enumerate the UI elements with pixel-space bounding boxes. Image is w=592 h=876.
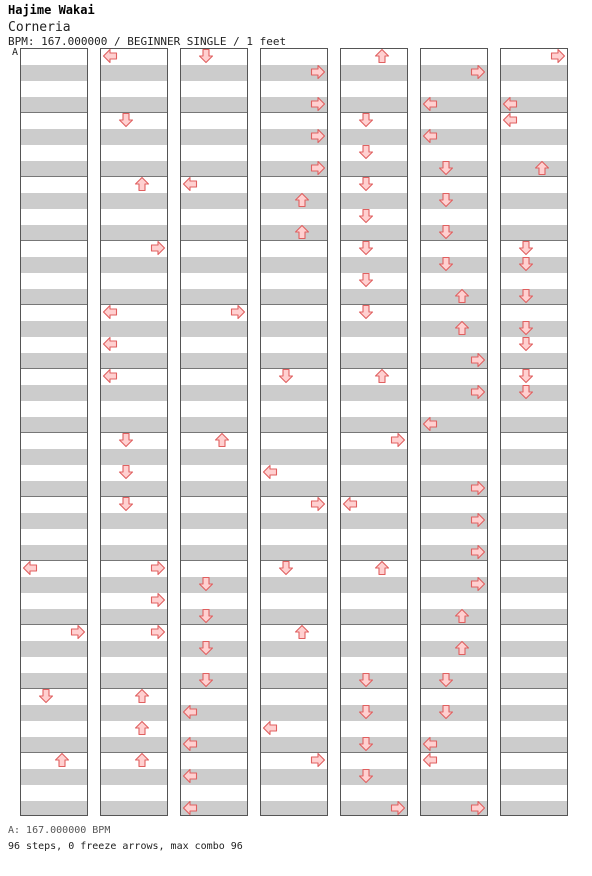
down-arrow-icon [358, 240, 374, 256]
measure-line [421, 496, 487, 497]
left-arrow-icon [102, 48, 118, 64]
measure-line [181, 752, 247, 753]
measure-line [181, 240, 247, 241]
right-arrow-icon [310, 128, 326, 144]
left-arrow-icon [22, 560, 38, 576]
left-arrow-icon [262, 464, 278, 480]
right-arrow-icon [150, 560, 166, 576]
measure-line [181, 560, 247, 561]
measure-line [21, 304, 87, 305]
up-arrow-icon [454, 288, 470, 304]
down-arrow-icon [278, 560, 294, 576]
measure-line [501, 368, 567, 369]
down-arrow-icon [518, 336, 534, 352]
measure-line [341, 624, 407, 625]
measure-line [101, 112, 167, 113]
right-arrow-icon [310, 64, 326, 80]
measure-line [421, 240, 487, 241]
measure-line [181, 112, 247, 113]
right-arrow-icon [150, 592, 166, 608]
up-arrow-icon [454, 608, 470, 624]
up-arrow-icon [454, 640, 470, 656]
chart-info: BPM: 167.000000 / BEGINNER SINGLE / 1 feet [8, 35, 287, 48]
up-arrow-icon [294, 224, 310, 240]
up-arrow-icon [134, 720, 150, 736]
measure-line [341, 176, 407, 177]
up-arrow-icon [134, 176, 150, 192]
chart-column-1 [20, 48, 88, 816]
down-arrow-icon [518, 320, 534, 336]
up-arrow-icon [214, 432, 230, 448]
right-arrow-icon [470, 800, 486, 816]
measure-line [341, 752, 407, 753]
down-arrow-icon [358, 176, 374, 192]
measure-line [21, 496, 87, 497]
down-arrow-icon [118, 432, 134, 448]
measure-line [261, 304, 327, 305]
left-arrow-icon [502, 96, 518, 112]
measure-line [501, 176, 567, 177]
left-arrow-icon [182, 768, 198, 784]
down-arrow-icon [518, 240, 534, 256]
measure-line [341, 688, 407, 689]
chart-column-6 [420, 48, 488, 816]
down-arrow-icon [118, 496, 134, 512]
measure-line [501, 240, 567, 241]
measure-line [21, 112, 87, 113]
measure-line [261, 176, 327, 177]
left-arrow-icon [182, 800, 198, 816]
up-arrow-icon [374, 368, 390, 384]
down-arrow-icon [438, 256, 454, 272]
measure-line [341, 112, 407, 113]
left-arrow-icon [422, 128, 438, 144]
measure-line [101, 432, 167, 433]
measure-line [21, 368, 87, 369]
down-arrow-icon [438, 192, 454, 208]
measure-line [421, 112, 487, 113]
measure-line [181, 368, 247, 369]
left-arrow-icon [182, 736, 198, 752]
right-arrow-icon [470, 480, 486, 496]
measure-line [261, 688, 327, 689]
down-arrow-icon [358, 112, 374, 128]
measure-line [181, 688, 247, 689]
down-arrow-icon [198, 608, 214, 624]
measure-line [421, 624, 487, 625]
right-arrow-icon [390, 432, 406, 448]
right-arrow-icon [150, 624, 166, 640]
down-arrow-icon [358, 208, 374, 224]
down-arrow-icon [358, 768, 374, 784]
right-arrow-icon [470, 384, 486, 400]
left-arrow-icon [182, 704, 198, 720]
right-arrow-icon [470, 576, 486, 592]
measure-line [501, 560, 567, 561]
down-arrow-icon [438, 672, 454, 688]
left-arrow-icon [342, 496, 358, 512]
measure-line [341, 240, 407, 241]
down-arrow-icon [518, 384, 534, 400]
left-arrow-icon [182, 176, 198, 192]
left-arrow-icon [102, 368, 118, 384]
down-arrow-icon [198, 672, 214, 688]
left-arrow-icon [102, 304, 118, 320]
measure-line [21, 176, 87, 177]
down-arrow-icon [38, 688, 54, 704]
right-arrow-icon [550, 48, 566, 64]
down-arrow-icon [198, 640, 214, 656]
measure-line [21, 432, 87, 433]
measure-line [421, 176, 487, 177]
song-title: Corneria [8, 20, 71, 35]
measure-line [501, 304, 567, 305]
down-arrow-icon [358, 272, 374, 288]
measure-line [341, 304, 407, 305]
down-arrow-icon [198, 48, 214, 64]
measure-line [501, 432, 567, 433]
measure-line [21, 688, 87, 689]
measure-line [181, 624, 247, 625]
left-arrow-icon [422, 752, 438, 768]
down-arrow-icon [118, 112, 134, 128]
down-arrow-icon [358, 736, 374, 752]
right-arrow-icon [150, 240, 166, 256]
measure-line [261, 240, 327, 241]
right-arrow-icon [470, 512, 486, 528]
right-arrow-icon [470, 544, 486, 560]
up-arrow-icon [294, 192, 310, 208]
down-arrow-icon [198, 576, 214, 592]
right-arrow-icon [70, 624, 86, 640]
left-arrow-icon [502, 112, 518, 128]
right-arrow-icon [310, 496, 326, 512]
right-arrow-icon [390, 800, 406, 816]
up-arrow-icon [454, 320, 470, 336]
up-arrow-icon [374, 48, 390, 64]
measure-line [181, 496, 247, 497]
up-arrow-icon [54, 752, 70, 768]
right-arrow-icon [230, 304, 246, 320]
measure-line [101, 496, 167, 497]
down-arrow-icon [278, 368, 294, 384]
measure-line [501, 624, 567, 625]
down-arrow-icon [358, 704, 374, 720]
left-arrow-icon [422, 736, 438, 752]
bpm-legend: A: 167.000000 BPM [8, 825, 111, 836]
measure-line [501, 496, 567, 497]
measure-line [261, 560, 327, 561]
left-arrow-icon [422, 96, 438, 112]
measure-line [501, 688, 567, 689]
down-arrow-icon [358, 672, 374, 688]
left-arrow-icon [262, 720, 278, 736]
right-arrow-icon [470, 352, 486, 368]
down-arrow-icon [518, 368, 534, 384]
up-arrow-icon [294, 624, 310, 640]
down-arrow-icon [518, 288, 534, 304]
down-arrow-icon [438, 704, 454, 720]
down-arrow-icon [118, 464, 134, 480]
right-arrow-icon [310, 160, 326, 176]
down-arrow-icon [518, 256, 534, 272]
measure-line [501, 752, 567, 753]
measure-line [421, 304, 487, 305]
down-arrow-icon [358, 304, 374, 320]
measure-line [421, 368, 487, 369]
left-arrow-icon [102, 336, 118, 352]
measure-line [261, 368, 327, 369]
up-arrow-icon [534, 160, 550, 176]
step-stats: 96 steps, 0 freeze arrows, max combo 96 [8, 841, 243, 852]
measure-line [421, 688, 487, 689]
bpm-marker-label: A [12, 47, 19, 58]
down-arrow-icon [438, 160, 454, 176]
measure-line [21, 240, 87, 241]
right-arrow-icon [310, 752, 326, 768]
down-arrow-icon [438, 224, 454, 240]
measure-line [421, 432, 487, 433]
down-arrow-icon [358, 144, 374, 160]
up-arrow-icon [374, 560, 390, 576]
measure-line [421, 560, 487, 561]
left-arrow-icon [422, 416, 438, 432]
right-arrow-icon [470, 64, 486, 80]
measure-line [261, 432, 327, 433]
up-arrow-icon [134, 688, 150, 704]
right-arrow-icon [310, 96, 326, 112]
artist-name: Hajime Wakai [8, 3, 95, 17]
up-arrow-icon [134, 752, 150, 768]
measure-line [261, 112, 327, 113]
